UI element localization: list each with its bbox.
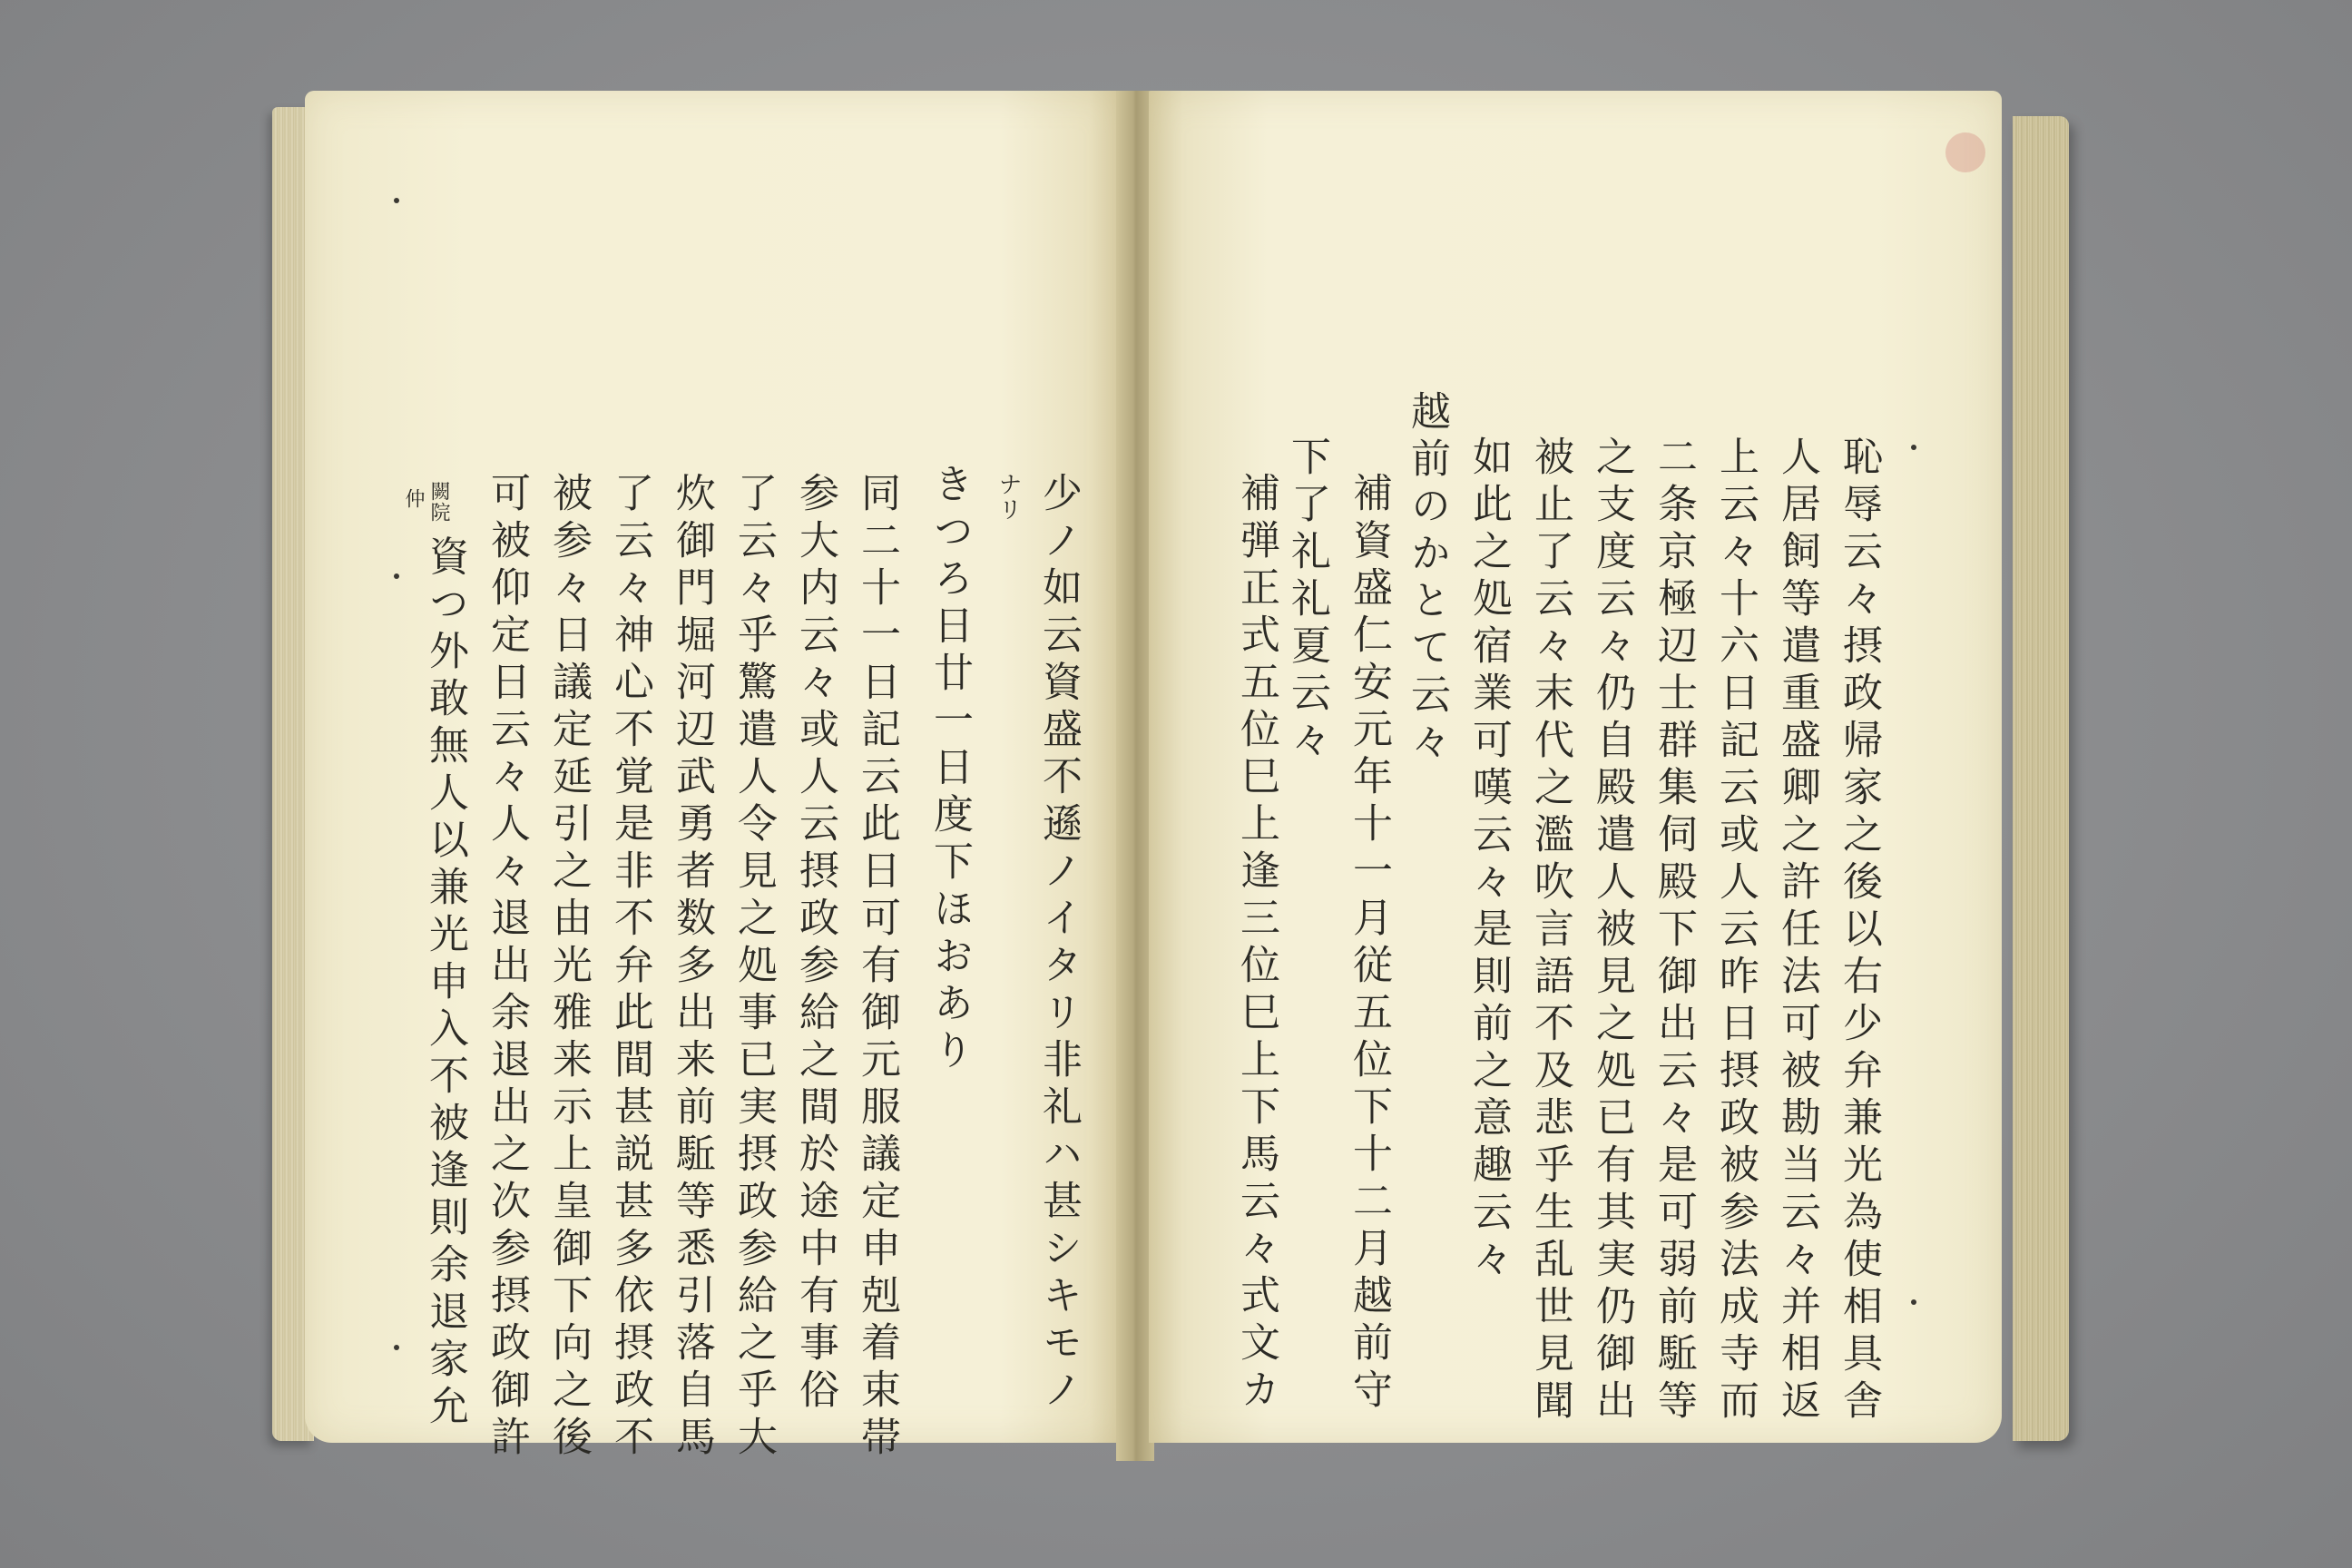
margin-note: 闕院 bbox=[427, 481, 450, 523]
text-column: 之支度云々仍自殿遣人被見之処已有其実仍御出 bbox=[1589, 436, 1635, 1426]
text-column: 補弾正式五位巳上逢三位巳上下馬云々式文カ bbox=[1233, 472, 1279, 1416]
text-column: きつろ日廿一日度下ほおあり bbox=[926, 463, 973, 1076]
text-column: 同二十一日記云此日可有御元服議定申剋着束帯 bbox=[854, 472, 900, 1463]
left-page bbox=[305, 91, 1122, 1463]
page-mark bbox=[394, 198, 399, 203]
text-column: 下了礼礼夏云々 bbox=[1284, 436, 1330, 766]
text-column: 少ノ如云資盛不遜ノイタリ非礼ハ甚シキモノ bbox=[1035, 472, 1082, 1416]
text-column: 被止了云々末代之濫吹言語不及悲乎生乱世見聞 bbox=[1527, 436, 1573, 1426]
text-column: 上云々十六日記云或人云昨日摂政被参法成寺而 bbox=[1712, 436, 1759, 1426]
text-column: 炊御門堀河辺武勇者数多出来前駈等悉引落自馬 bbox=[669, 472, 715, 1463]
text-column: 二条京極辺士群集伺殿下御出云々是可弱前駈等 bbox=[1651, 436, 1697, 1426]
margin-note: 仲 bbox=[402, 488, 425, 509]
text-column: 人居飼等遣重盛卿之許任法可被勘当云々并相返 bbox=[1774, 436, 1820, 1426]
open-book bbox=[272, 91, 2069, 1470]
text-column: 了云々神心不覚是非不弁此間甚説甚多依摂政不 bbox=[607, 472, 653, 1463]
text-column: 越前のかとて云々 bbox=[1404, 390, 1450, 768]
text-column: 資つ外敢無人以兼光申入不被逢則余退家允 bbox=[422, 535, 468, 1432]
text-column: 参大内云々或人云摂政参給之間於途中有事俗 bbox=[792, 472, 838, 1416]
right-page-edges bbox=[2013, 116, 2069, 1441]
page-mark bbox=[394, 573, 399, 579]
text-column: 如此之処宿業可嘆云々是則前之意趣云々 bbox=[1465, 436, 1512, 1285]
text-column: 補資盛仁安元年十一月従五位下十二月越前守 bbox=[1346, 472, 1392, 1416]
text-column: 了云々乎驚遣人令見之処事已実摂政参給之乎大 bbox=[730, 472, 777, 1463]
text-column: 被参々日議定延引之由光雅来示上皇御下向之後 bbox=[545, 472, 592, 1463]
right-page bbox=[1149, 91, 2002, 1443]
library-stamp bbox=[1945, 132, 1985, 172]
page-mark bbox=[394, 1345, 399, 1350]
page-mark bbox=[1911, 1299, 1916, 1305]
text-column: ナリ bbox=[995, 472, 1022, 523]
page-mark bbox=[1911, 445, 1916, 450]
text-column: 可被仰定日云々人々退出余退出之次参摂政御許 bbox=[484, 472, 530, 1463]
text-column: 恥辱云々摂政帰家之後以右少弁兼光為使相具舎 bbox=[1836, 436, 1882, 1426]
